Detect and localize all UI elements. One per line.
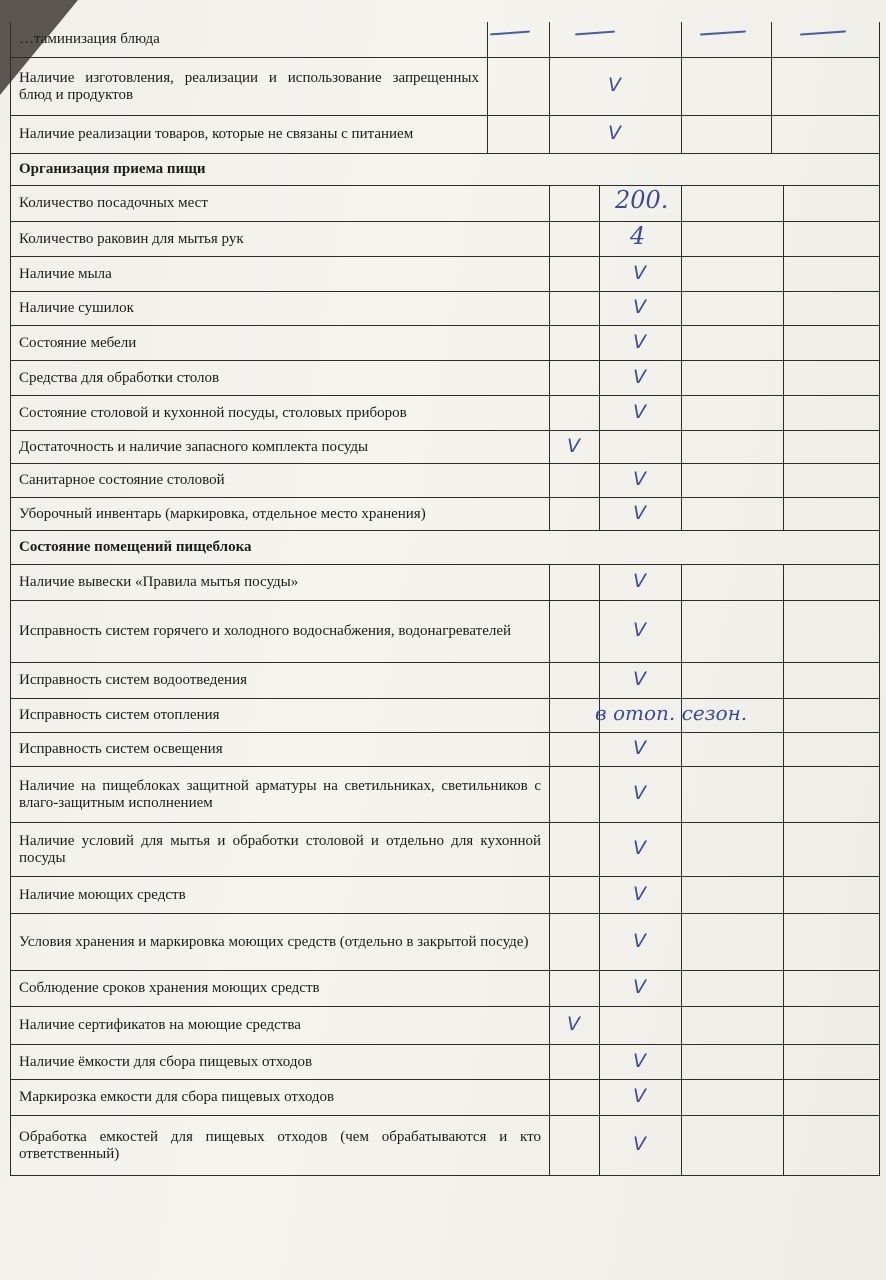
criterion-label: …таминизация блюда — [19, 31, 160, 47]
criterion-cell — [10, 767, 550, 823]
criterion-label: Наличие вывески «Правила мытья посуды» — [19, 574, 299, 590]
check-mark: V — [608, 74, 621, 96]
check-mark: V — [633, 570, 646, 592]
table-row — [10, 222, 880, 257]
mark-cell — [488, 58, 550, 116]
check-mark: V — [633, 1085, 646, 1107]
check-mark: V — [633, 296, 646, 318]
criterion-label: Достаточность и наличие запасного комплекта посуды — [19, 438, 369, 455]
mark-cell — [682, 914, 784, 971]
mark-cell — [682, 464, 784, 498]
table-row — [10, 186, 880, 222]
criterion-cell — [10, 222, 550, 257]
mark-cell — [784, 733, 880, 767]
criterion-label: Исправность систем горячего и холодного водоснабжения, водонагревателей — [19, 623, 512, 639]
table-row — [10, 326, 880, 361]
mark-cell — [682, 971, 784, 1007]
table-row — [10, 733, 880, 767]
criterion-label: Состояние мебели — [19, 334, 137, 351]
mark-cell — [682, 361, 784, 396]
mark-cell — [550, 1045, 600, 1080]
criterion-label: Количество посадочных мест — [19, 195, 208, 211]
table-row — [10, 464, 880, 498]
mark-cell — [600, 1007, 682, 1045]
mark-cell — [784, 877, 880, 914]
mark-cell — [550, 733, 600, 767]
mark-cell — [784, 431, 880, 464]
check-mark: V — [633, 501, 646, 524]
criterion-cell — [10, 292, 550, 326]
criterion-cell — [10, 877, 550, 914]
check-mark: V — [633, 330, 646, 353]
check-mark: V — [633, 976, 646, 998]
check-mark: V — [608, 122, 621, 144]
mark-cell — [682, 823, 784, 877]
criterion-cell — [10, 914, 550, 971]
criterion-label: Наличие сертификатов на моющие средства — [19, 1017, 301, 1033]
criterion-label: Наличие реализации товаров, которые не связаны с питанием — [19, 126, 414, 142]
criterion-label: Количество раковин для мытья рук — [19, 230, 244, 247]
criterion-label: Наличие изготовления, реализации и использование запрещенных блюд и продуктов — [19, 69, 479, 103]
mark-cell — [550, 464, 600, 498]
table-row — [10, 1080, 880, 1116]
mark-cell — [784, 326, 880, 361]
criterion-cell — [10, 1080, 550, 1116]
criterion-cell — [10, 1007, 550, 1045]
mark-cell — [550, 699, 600, 733]
handwritten-value: в отоп. сезон. — [595, 701, 748, 725]
mark-cell — [550, 361, 600, 396]
table-row — [10, 58, 880, 116]
criterion-label: Наличие моющих средств — [19, 886, 186, 903]
check-mark: V — [633, 737, 646, 759]
check-mark: V — [633, 261, 646, 284]
mark-cell — [550, 292, 600, 326]
table-row — [10, 1045, 880, 1080]
table-row — [10, 498, 880, 531]
mark-cell — [682, 222, 784, 257]
criterion-cell — [10, 257, 550, 292]
criterion-cell — [10, 186, 550, 222]
mark-cell — [550, 326, 600, 361]
criterion-label: Исправность систем освещения — [19, 741, 223, 757]
table-row — [10, 257, 880, 292]
table-row — [10, 767, 880, 823]
mark-cell — [784, 663, 880, 699]
criterion-label: Уборочный инвентарь (маркировка, отдельное место хранения) — [19, 505, 426, 522]
mark-cell — [550, 767, 600, 823]
criterion-cell — [10, 361, 550, 396]
check-mark: V — [633, 365, 646, 388]
table-row — [10, 971, 880, 1007]
criterion-cell — [10, 663, 550, 699]
criterion-label: Наличие ёмкости для сбора пищевых отходов — [19, 1053, 313, 1070]
mark-cell — [784, 498, 880, 531]
criterion-label: Исправность систем водоотведения — [19, 672, 247, 688]
mark-cell — [682, 22, 772, 58]
mark-cell — [550, 565, 600, 601]
mark-cell — [682, 498, 784, 531]
check-mark: V — [567, 1013, 580, 1035]
check-mark: V — [633, 400, 646, 423]
mark-cell — [682, 1045, 784, 1080]
mark-cell — [682, 1007, 784, 1045]
mark-cell — [682, 396, 784, 431]
mark-cell — [772, 22, 880, 58]
mark-cell — [682, 58, 772, 116]
mark-cell — [784, 699, 880, 733]
mark-cell — [772, 116, 880, 154]
mark-cell — [784, 1007, 880, 1045]
mark-cell — [784, 186, 880, 222]
section-title-text: Состояние помещений пищеблока — [19, 539, 252, 555]
section-title — [10, 154, 880, 186]
mark-cell — [682, 1116, 784, 1176]
mark-cell — [784, 1045, 880, 1080]
section-title-text: Организация приема пищи — [19, 161, 206, 177]
mark-cell — [772, 58, 880, 116]
mark-cell — [682, 663, 784, 699]
handwritten-value: 4 — [630, 222, 646, 250]
mark-cell — [784, 1116, 880, 1176]
criterion-cell — [10, 464, 550, 498]
mark-cell — [784, 361, 880, 396]
handwritten-value: 200. — [615, 186, 669, 214]
section-row — [10, 531, 880, 565]
criterion-cell — [10, 823, 550, 877]
criterion-cell — [10, 116, 488, 154]
check-mark: V — [633, 929, 646, 952]
table-row — [10, 292, 880, 326]
mark-cell — [550, 1080, 600, 1116]
check-mark: V — [633, 882, 646, 905]
mark-cell — [550, 823, 600, 877]
criterion-cell — [10, 58, 488, 116]
mark-cell — [550, 186, 600, 222]
mark-cell — [550, 877, 600, 914]
table-row — [10, 361, 880, 396]
mark-cell — [784, 767, 880, 823]
mark-cell — [784, 396, 880, 431]
table-row — [10, 914, 880, 971]
mark-cell — [784, 601, 880, 663]
table-row — [10, 601, 880, 663]
mark-cell — [784, 464, 880, 498]
criterion-label: Средства для обработки столов — [19, 369, 220, 386]
table-row — [10, 877, 880, 914]
criterion-label: Условия хранения и маркировка моющих средств (отдельно в закрытой посуде) — [19, 933, 529, 950]
table-row — [10, 1116, 880, 1176]
criterion-label: Соблюдение сроков хранения моющих средств — [19, 980, 320, 996]
mark-cell — [600, 431, 682, 464]
mark-cell — [682, 292, 784, 326]
criterion-cell — [10, 396, 550, 431]
mark-cell — [550, 971, 600, 1007]
criterion-label: Состояние столовой и кухонной посуды, столовых приборов — [19, 404, 407, 421]
check-mark: V — [567, 434, 580, 457]
criterion-cell — [10, 971, 550, 1007]
check-mark: V — [633, 782, 646, 804]
mark-cell — [784, 222, 880, 257]
mark-cell — [682, 431, 784, 464]
criterion-label: Санитарное состояние столовой — [19, 472, 225, 488]
table-row — [10, 396, 880, 431]
mark-cell — [550, 222, 600, 257]
mark-cell — [550, 914, 600, 971]
mark-cell — [550, 257, 600, 292]
mark-cell — [550, 663, 600, 699]
mark-cell — [682, 767, 784, 823]
criterion-cell — [10, 1116, 550, 1176]
check-mark: V — [633, 619, 646, 641]
criterion-label: Обработка емкостей для пищевых отходов (чем обрабатываются и кто ответственный) — [19, 1128, 541, 1162]
mark-cell — [488, 22, 550, 58]
mark-cell — [682, 257, 784, 292]
mark-cell — [682, 326, 784, 361]
mark-cell — [682, 116, 772, 154]
criterion-label: Наличие условий для мытья и обработки столовой и отдельно для кухонной посуды — [19, 832, 541, 866]
mark-cell — [784, 1080, 880, 1116]
mark-cell — [784, 971, 880, 1007]
mark-cell — [550, 601, 600, 663]
mark-cell — [488, 116, 550, 154]
mark-cell — [784, 565, 880, 601]
mark-cell — [682, 733, 784, 767]
mark-cell — [682, 186, 784, 222]
mark-cell — [682, 877, 784, 914]
table-row — [10, 699, 880, 733]
check-mark: V — [633, 1049, 646, 1072]
mark-cell — [550, 1116, 600, 1176]
criterion-cell — [10, 601, 550, 663]
table-row — [10, 22, 880, 58]
mark-cell — [682, 1080, 784, 1116]
table-row — [10, 116, 880, 154]
mark-cell — [550, 396, 600, 431]
criterion-cell — [10, 699, 550, 733]
section-row — [10, 154, 880, 186]
check-mark: V — [633, 468, 646, 490]
criterion-cell — [10, 326, 550, 361]
mark-cell — [682, 601, 784, 663]
criterion-cell — [10, 431, 550, 464]
criterion-label: Маркирозка емкости для сбора пищевых отходов — [19, 1089, 335, 1105]
check-mark: V — [633, 1133, 646, 1155]
criterion-cell — [10, 498, 550, 531]
mark-cell — [784, 257, 880, 292]
criterion-label: Наличие мыла — [19, 265, 112, 282]
check-mark: V — [633, 837, 646, 859]
criterion-cell — [10, 733, 550, 767]
table-row — [10, 1007, 880, 1045]
mark-cell — [550, 22, 682, 58]
mark-cell — [682, 565, 784, 601]
criterion-cell — [10, 565, 550, 601]
mark-cell — [784, 292, 880, 326]
table-row — [10, 663, 880, 699]
check-mark: V — [633, 668, 646, 690]
criterion-label: Наличие на пищеблоках защитной арматуры на светильниках, светильников с влаго-защитным исполнением — [19, 777, 541, 811]
table-row — [10, 565, 880, 601]
checklist-table — [10, 22, 880, 1172]
criterion-cell — [10, 1045, 550, 1080]
criterion-label: Наличие сушилок — [19, 300, 134, 316]
table-row — [10, 431, 880, 464]
mark-cell — [784, 914, 880, 971]
table-row — [10, 823, 880, 877]
criterion-cell — [10, 22, 488, 58]
criterion-label: Исправность систем отопления — [19, 707, 220, 723]
mark-cell — [784, 823, 880, 877]
section-title — [10, 531, 880, 565]
mark-cell — [550, 498, 600, 531]
